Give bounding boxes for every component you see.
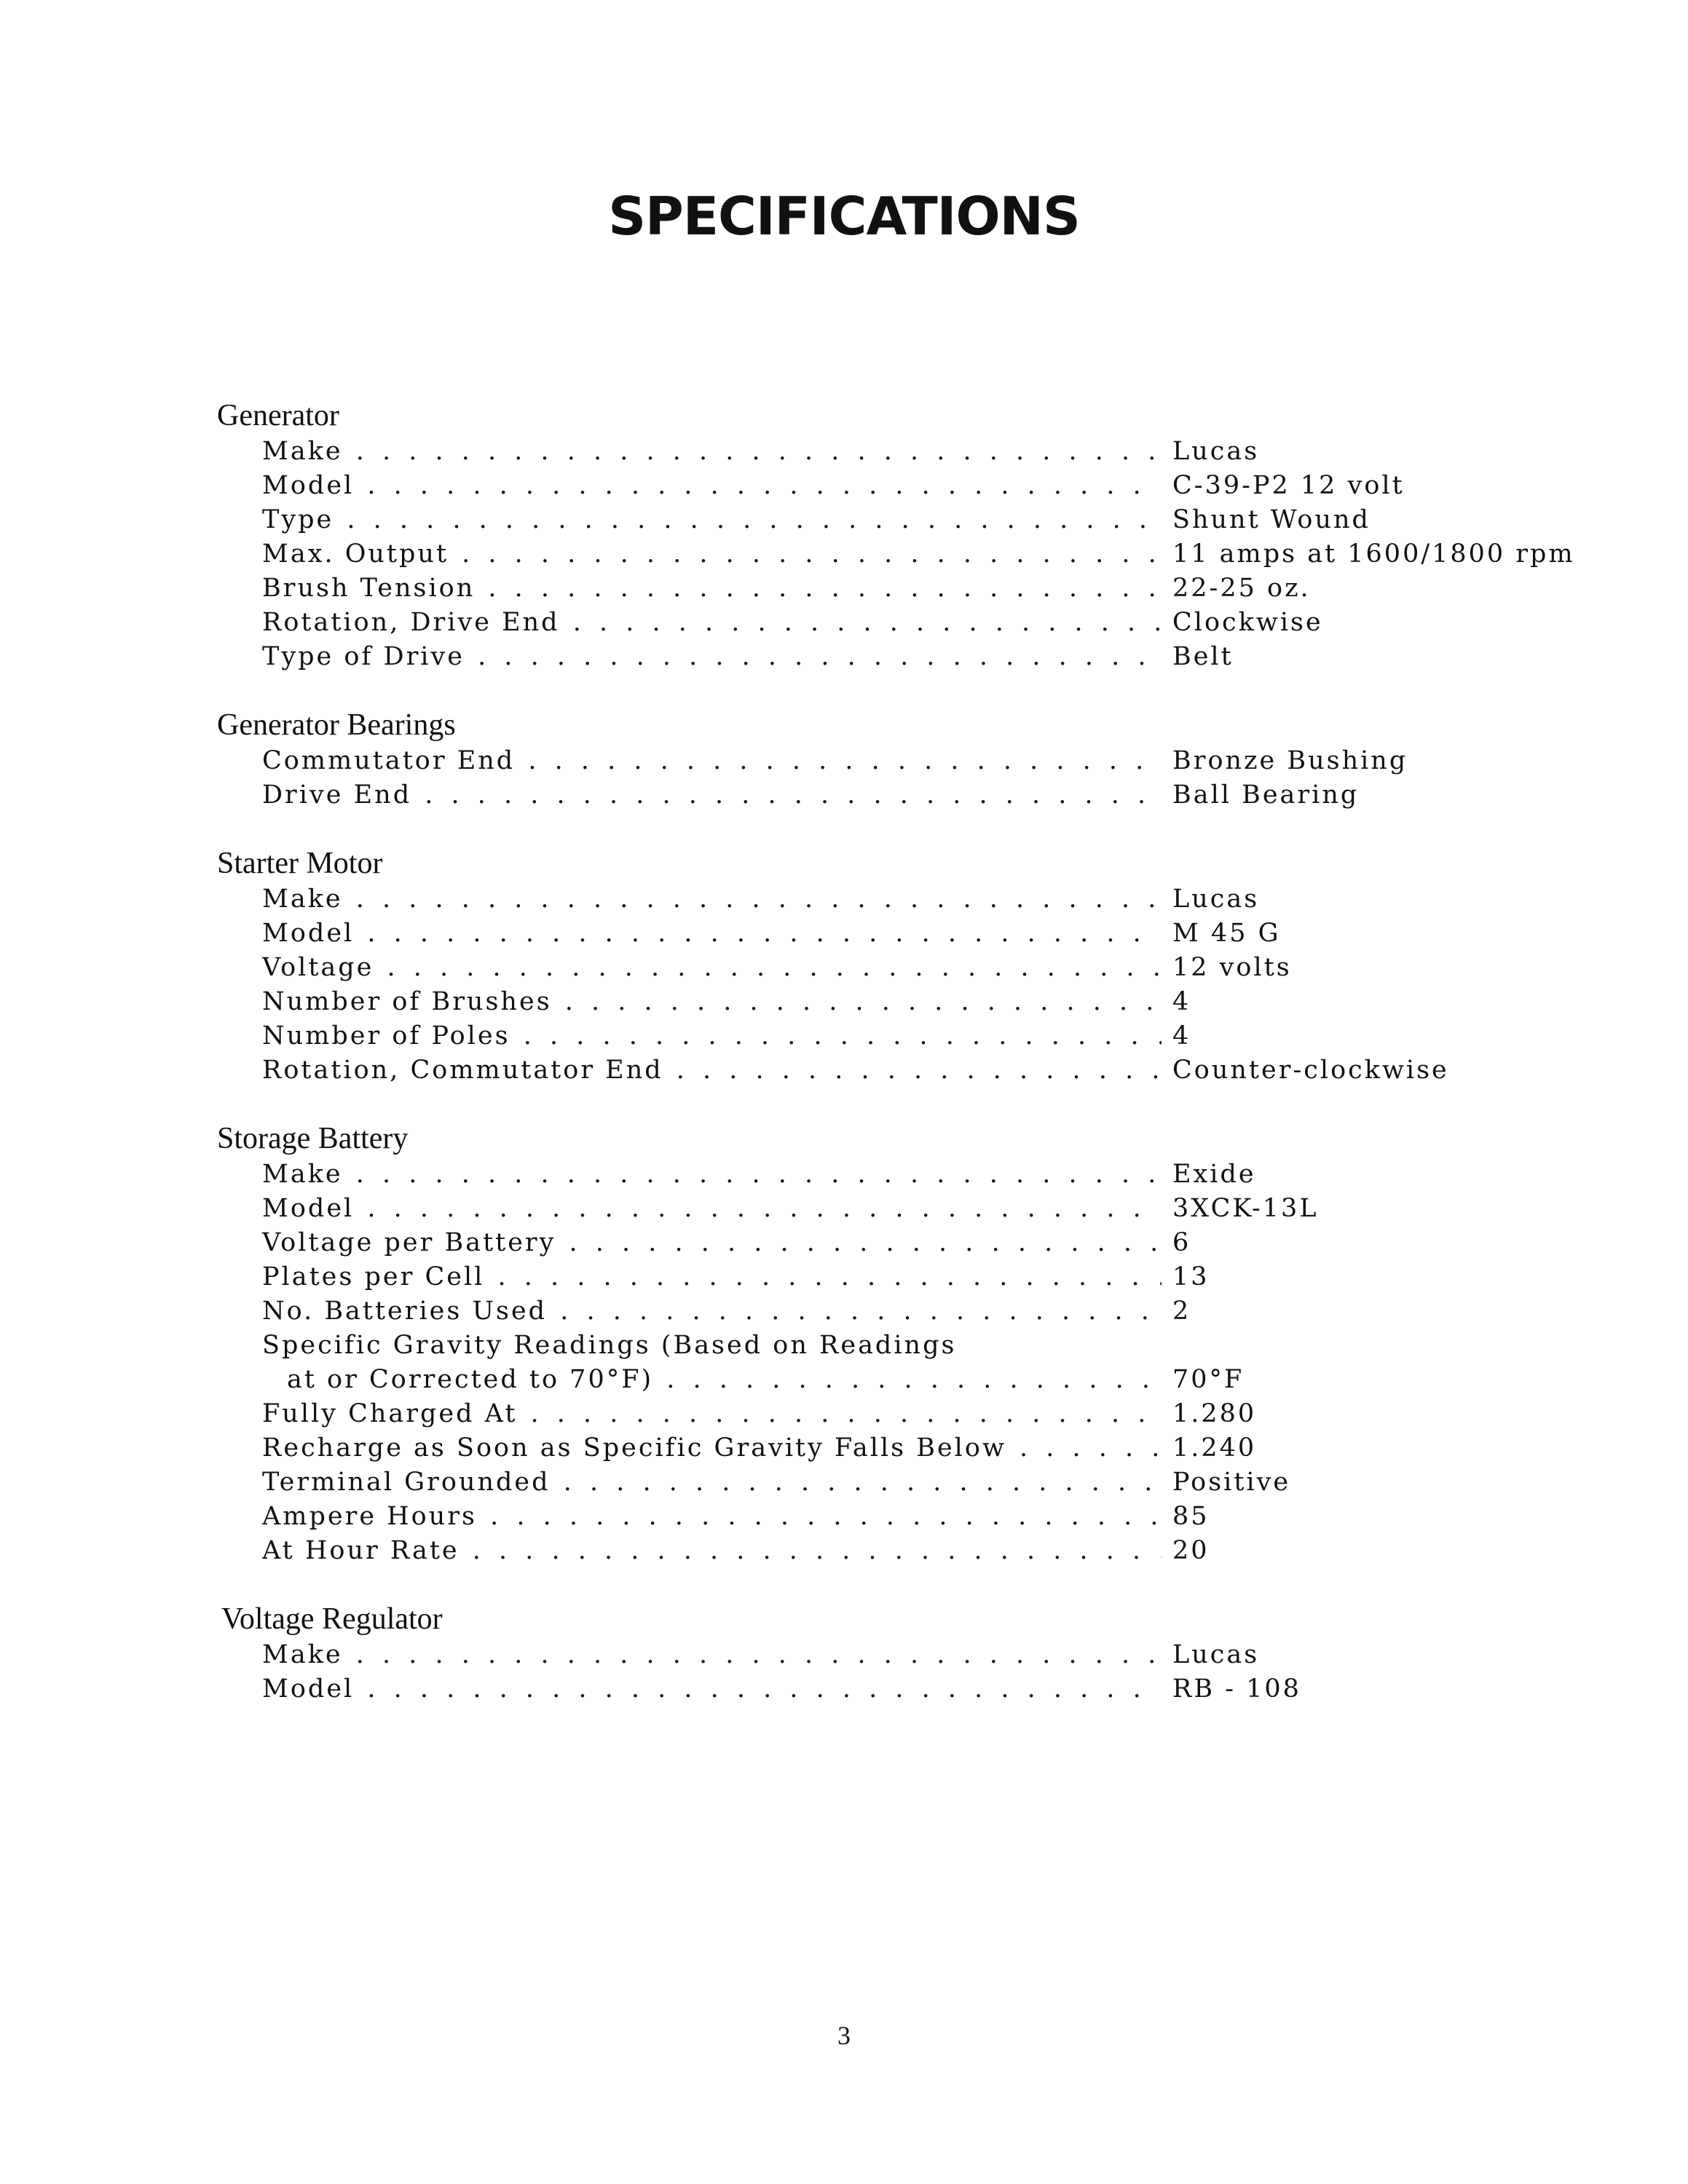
spec-label: Number of Brushes . . .	[262, 985, 1162, 1019]
spec-label: Brush Tension . . .	[262, 571, 1162, 606]
spec-row	[217, 1534, 1601, 1568]
page-title: SPECIFICATIONS	[608, 186, 1080, 247]
specifications-list	[217, 397, 1601, 1706]
spec-label: Type of Drive . . .	[262, 640, 1162, 674]
spec-label: Model . . .	[262, 469, 1162, 503]
spec-label: Voltage per Battery . . .	[262, 1226, 1162, 1260]
spec-row	[217, 1019, 1601, 1053]
section-heading: Storage Battery	[217, 1122, 409, 1155]
spec-value: 3XCK-13L	[1172, 1194, 1319, 1223]
spec-row	[217, 537, 1601, 571]
spec-label: Commutator End . . .	[262, 744, 1162, 778]
spec-label: Make . . .	[262, 882, 1162, 917]
spec-row	[217, 1053, 1601, 1088]
spec-label: At Hour Rate . . .	[262, 1534, 1162, 1568]
section-storage-battery	[217, 1120, 1601, 1568]
spec-value: Shunt Wound	[1172, 505, 1370, 534]
spec-row	[217, 1500, 1601, 1534]
spec-label: Terminal Grounded . . .	[262, 1465, 1162, 1500]
spec-row	[217, 778, 1601, 812]
section-starter-motor	[217, 844, 1601, 1088]
spec-value: 1.280	[1172, 1399, 1257, 1428]
spec-row	[217, 435, 1601, 469]
spec-value: RB - 108	[1172, 1674, 1301, 1704]
spec-value: 70°F	[1172, 1365, 1245, 1394]
spec-value: 11 amps at 1600/1800 rpm	[1172, 539, 1575, 569]
spec-value: Lucas	[1172, 1640, 1260, 1669]
spec-value: Positive	[1172, 1468, 1291, 1497]
spec-row	[217, 1192, 1601, 1226]
spec-row	[217, 744, 1601, 778]
spec-label: Ampere Hours . . .	[262, 1500, 1162, 1534]
spec-row	[217, 469, 1601, 503]
spec-value: 13	[1172, 1262, 1210, 1291]
spec-value: Lucas	[1172, 885, 1260, 914]
section-heading: Generator	[217, 399, 339, 432]
spec-value: Lucas	[1172, 437, 1260, 466]
spec-row	[217, 917, 1601, 951]
spec-label: Make . . .	[262, 1158, 1162, 1192]
spec-value: 6	[1172, 1228, 1191, 1257]
spec-value: 12 volts	[1172, 953, 1292, 982]
spec-value: C-39-P2 12 volt	[1172, 471, 1405, 500]
section-generator	[217, 397, 1601, 674]
spec-row	[217, 985, 1601, 1019]
spec-label: Make . . .	[262, 435, 1162, 469]
spec-value: Exide	[1172, 1160, 1256, 1189]
spec-label: No. Batteries Used . . .	[262, 1294, 1162, 1329]
spec-value: Bronze Bushing	[1172, 746, 1408, 775]
spec-row	[217, 1226, 1601, 1260]
spec-value: 4	[1172, 987, 1191, 1016]
spec-label: Fully Charged At . . .	[262, 1397, 1162, 1431]
spec-row	[217, 1431, 1601, 1465]
spec-value: 4	[1172, 1021, 1191, 1051]
spec-value: Clockwise	[1172, 608, 1323, 637]
spec-label: Recharge as Soon as Specific Gravity Falls Below . . .	[262, 1431, 1162, 1465]
spec-row	[217, 882, 1601, 917]
section-heading: Generator Bearings	[217, 708, 456, 742]
spec-label: at or Corrected to 70°F) . . .	[287, 1363, 1162, 1397]
spec-row	[217, 1638, 1601, 1672]
page-number: 3	[837, 2021, 851, 2050]
spec-label: Make . . .	[262, 1638, 1162, 1672]
section-heading: Starter Motor	[217, 847, 383, 880]
spec-row	[217, 1397, 1601, 1431]
section-voltage-regulator	[217, 1600, 1601, 1706]
spec-label: Max. Output . . .	[262, 537, 1162, 571]
spec-value: Ball Bearing	[1172, 780, 1360, 810]
spec-value: 2	[1172, 1297, 1191, 1326]
spec-row	[217, 1294, 1601, 1329]
spec-label: Type . . .	[262, 503, 1162, 537]
spec-value: 20	[1172, 1536, 1210, 1565]
spec-label: Model . . .	[262, 1672, 1162, 1706]
spec-label: Drive End . . .	[262, 778, 1162, 812]
spec-value: Belt	[1172, 642, 1234, 671]
spec-label: Number of Poles . . .	[262, 1019, 1162, 1053]
spec-value: M 45 G	[1172, 919, 1281, 948]
spec-row	[217, 1158, 1601, 1192]
spec-row	[217, 1329, 1601, 1363]
section-heading: Voltage Regulator	[221, 1602, 443, 1636]
spec-value: 1.240	[1172, 1433, 1257, 1463]
spec-label: Rotation, Drive End . . .	[262, 606, 1162, 640]
spec-row	[217, 1260, 1601, 1294]
spec-label: Model . . .	[262, 1192, 1162, 1226]
spec-row	[217, 1672, 1601, 1706]
section-generator-bearings	[217, 706, 1601, 812]
spec-label: Plates per Cell . . .	[262, 1260, 1162, 1294]
spec-value: 22-25 oz.	[1172, 574, 1311, 603]
spec-row	[217, 640, 1601, 674]
spec-value: Counter-clockwise	[1172, 1056, 1449, 1085]
spec-row	[217, 1363, 1601, 1397]
spec-label: Specific Gravity Readings (Based on Readings	[262, 1331, 957, 1360]
spec-label: Voltage . . .	[262, 951, 1162, 985]
spec-row	[217, 503, 1601, 537]
spec-label: Rotation, Commutator End . . .	[262, 1053, 1162, 1088]
spec-value: 85	[1172, 1502, 1210, 1531]
spec-label: Model . . .	[262, 917, 1162, 951]
spec-row	[217, 571, 1601, 606]
spec-row	[217, 606, 1601, 640]
spec-row	[217, 1465, 1601, 1500]
spec-row	[217, 951, 1601, 985]
